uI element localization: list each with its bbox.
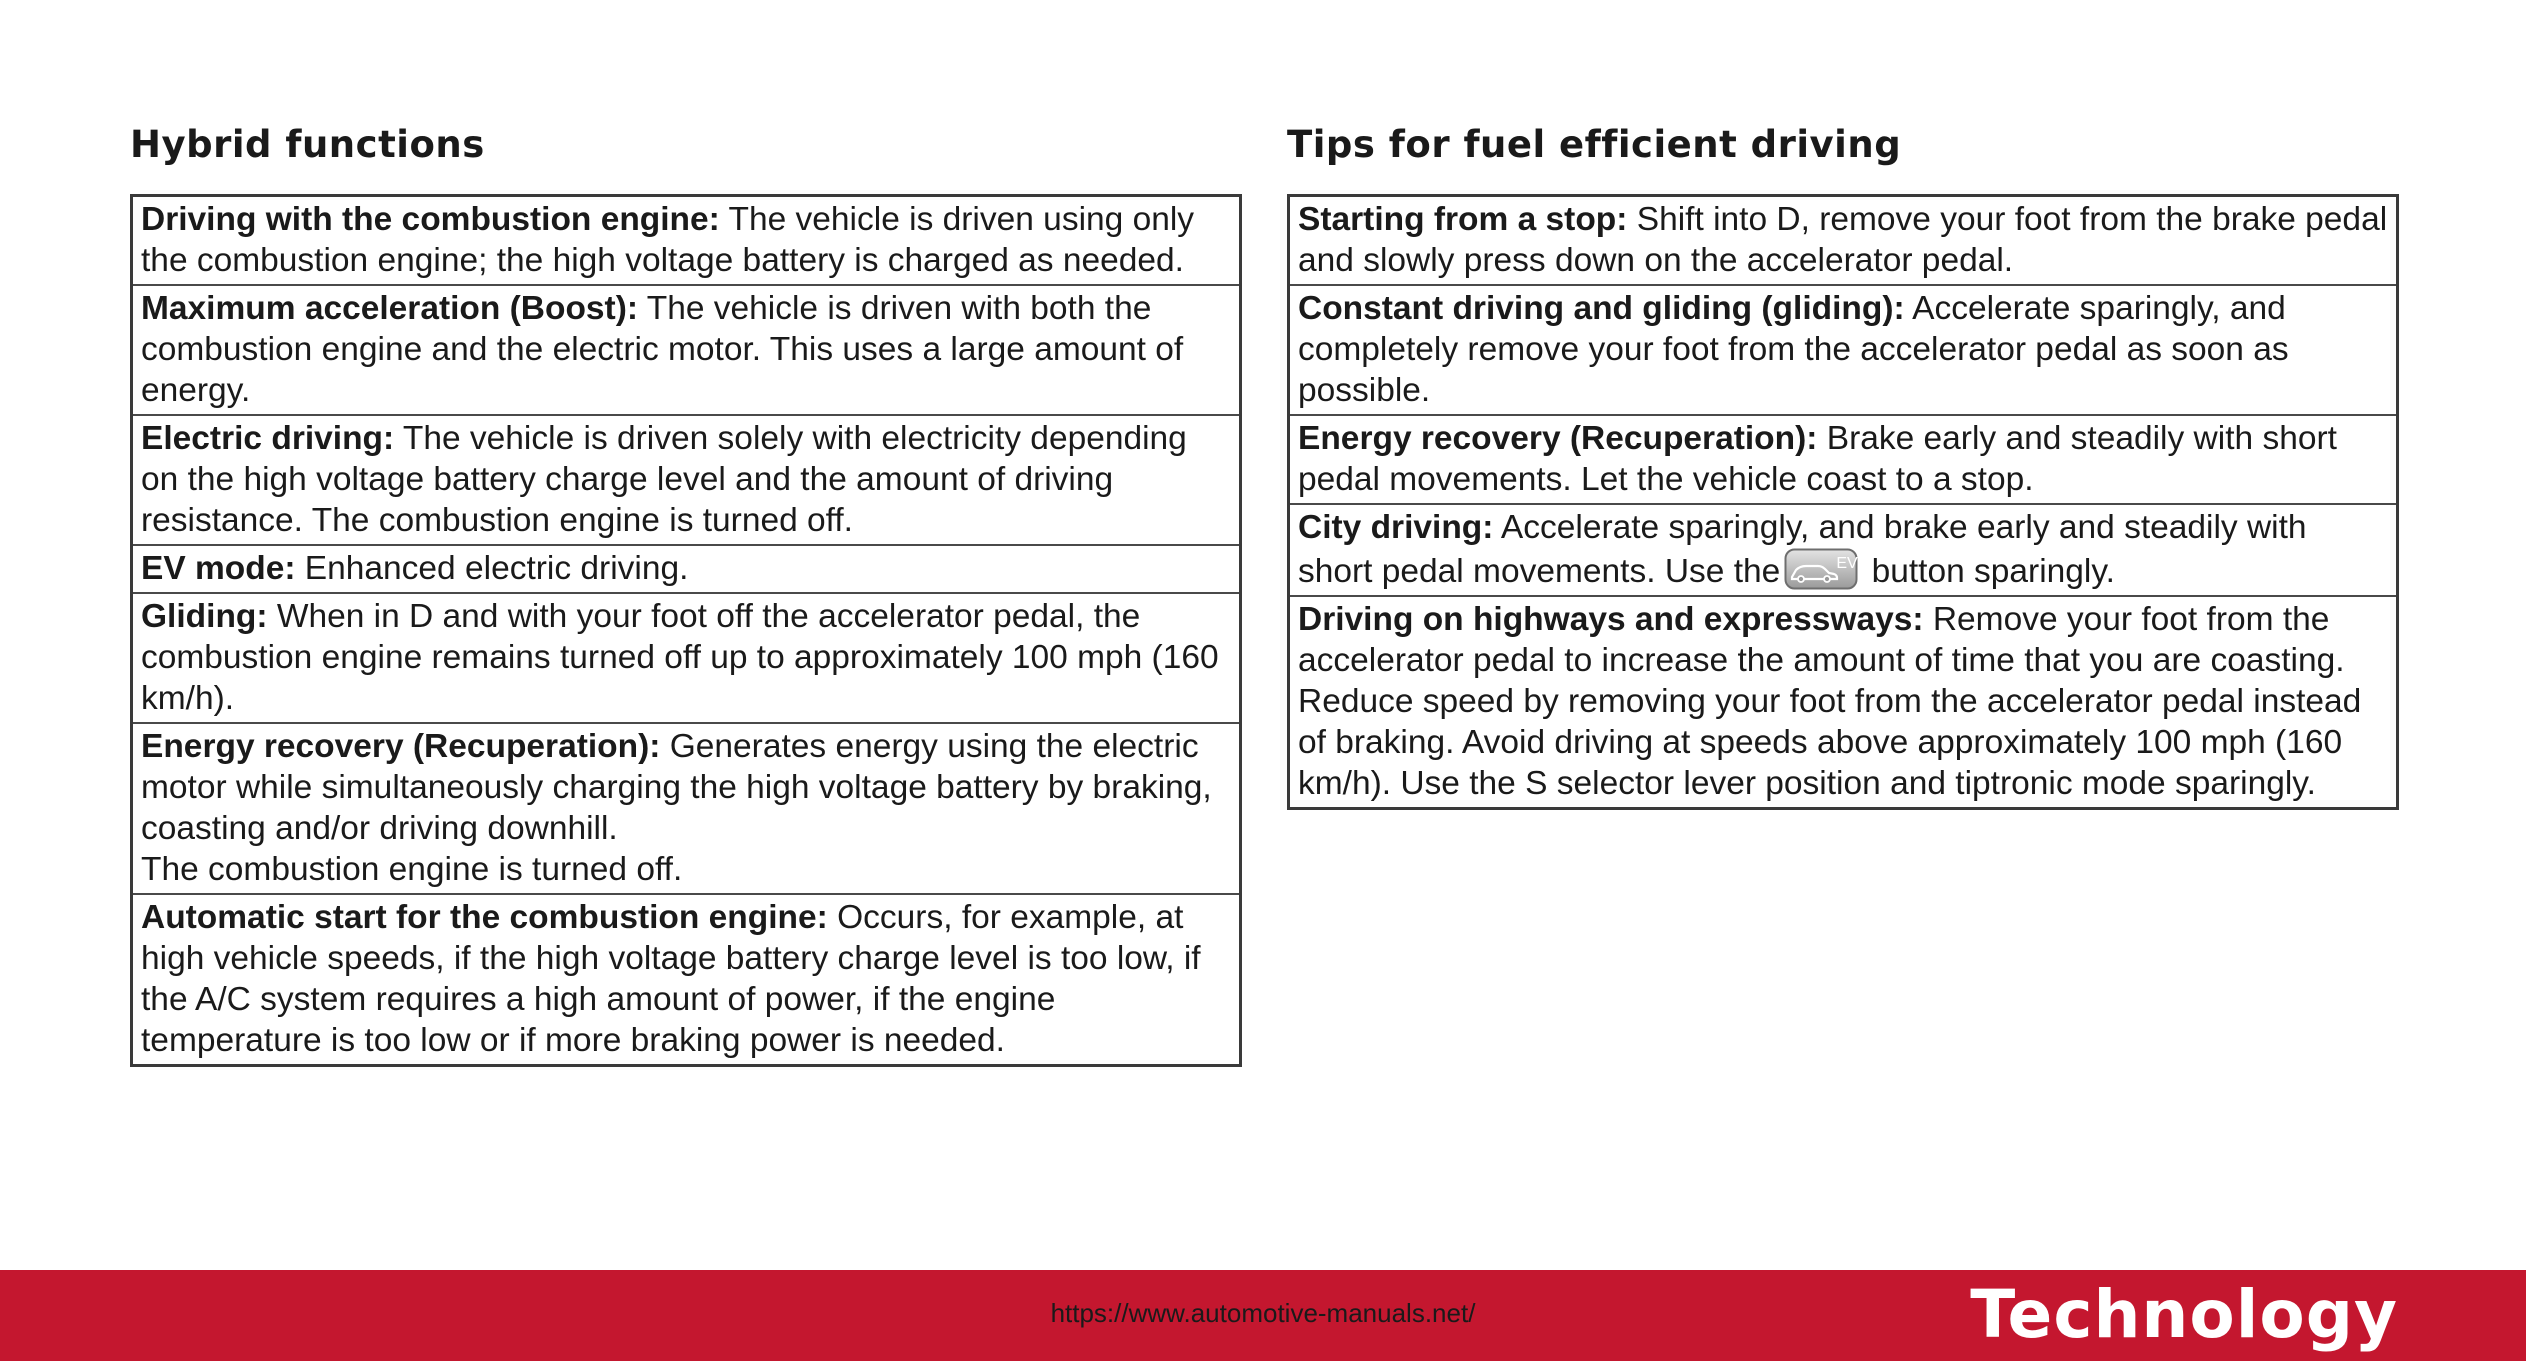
table-row [132, 415, 1241, 545]
table-cell [132, 415, 1241, 545]
row-term: Electric driving: [141, 420, 395, 457]
row-text: Accelerate sparingly, and completely remove your foot from the accelerator pedal as soon as possible. [1298, 290, 2289, 409]
table-row [132, 723, 1241, 894]
table-cell [132, 894, 1241, 1066]
hybrid-functions-title: Hybrid functions [130, 123, 485, 166]
row-term: Automatic start for the combustion engine: [141, 899, 828, 936]
row-text: Accelerate sparingly, and brake early and steadily with short pedal movements. Use the [1298, 509, 2307, 590]
row-term: Maximum acceleration (Boost): [141, 290, 639, 327]
row-term: EV mode: [141, 550, 296, 587]
row-text: Brake early and steadily with short pedal movements. Let the vehicle coast to a stop. [1298, 420, 2337, 498]
hybrid-functions-section [130, 120, 1242, 1067]
footer-section-title: Technology [1970, 1276, 2398, 1353]
row-term: City driving: [1298, 509, 1494, 546]
table-cell [132, 723, 1241, 894]
row-term: Energy recovery (Recuperation): [1298, 420, 1818, 457]
fuel-tips-section [1287, 120, 2399, 810]
row-term: Gliding: [141, 598, 268, 635]
table-cell [132, 593, 1241, 723]
row-text: Generates energy using the electric motor while simultaneously charging the high voltage battery by braking, coasting and/or driving downhill. [141, 728, 1212, 847]
table-row [132, 196, 1241, 286]
table-cell [132, 285, 1241, 415]
row-text-continued: The combustion engine is turned off. [141, 851, 683, 888]
row-text: Enhanced electric driving. [295, 550, 689, 587]
row-text: The vehicle is driven solely with electricity depending on the high voltage battery charge level and the amount of driving resistance. The combustion engine is turned off. [141, 420, 1187, 539]
fuel-tips-title: Tips for fuel efficient driving [1287, 123, 1902, 166]
row-term: Driving on highways and expressways: [1298, 601, 1924, 638]
table-row [132, 545, 1241, 593]
row-term: Driving with the combustion engine: [141, 201, 720, 238]
table-row [132, 285, 1241, 415]
table-row [1289, 415, 2398, 504]
table-row [1289, 285, 2398, 415]
ev-icon-label: EV [1836, 555, 1858, 572]
table-row [1289, 504, 2398, 596]
table-cell [132, 196, 1241, 286]
table-row [132, 593, 1241, 723]
row-text: Remove your foot from the accelerator pedal to increase the amount of time that you are coasting. Reduce speed by removing your foot from the accelerator pedal instead of braking. Avoid driving at speeds above approximately 100 mph (160 km/h). Use the S selector lever position and tiptronic mode sparingly. [1298, 601, 2362, 802]
table-cell [132, 545, 1241, 593]
table-cell [1289, 196, 2398, 286]
row-text: Shift into D, remove your foot from the brake pedal and slowly press down on the accelerator pedal. [1298, 201, 2388, 279]
table-cell [1289, 415, 2398, 504]
footer-bar [0, 1270, 2526, 1361]
row-term: Starting from a stop: [1298, 201, 1628, 238]
hybrid-functions-table [130, 194, 1242, 1067]
table-row [1289, 596, 2398, 809]
table-cell [1289, 504, 2398, 596]
row-term: Energy recovery (Recuperation): [141, 728, 661, 765]
table-row [132, 894, 1241, 1066]
row-text: The vehicle is driven using only the combustion engine; the high voltage battery is charged as needed. [141, 201, 1195, 279]
row-term: Constant driving and gliding (gliding): [1298, 290, 1905, 327]
footer-url-link[interactable]: https://www.automotive-manuals.net/ [1050, 1298, 1476, 1328]
row-text-after: button sparingly. [1862, 553, 2115, 590]
row-text: When in D and with your foot off the accelerator pedal, the combustion engine remains turned off up to approximately 100 mph (160 km/h). [141, 598, 1219, 717]
fuel-tips-table [1287, 194, 2399, 810]
table-cell [1289, 596, 2398, 809]
row-text: Occurs, for example, at high vehicle speeds, if the high voltage battery charge level is too low, if the A/C system requires a high amount of power, if the engine temperature is too low or if more braking power is needed. [141, 899, 1201, 1059]
table-cell [1289, 285, 2398, 415]
row-text: The vehicle is driven with both the combustion engine and the electric motor. This uses a large amount of energy. [141, 290, 1184, 409]
table-row [1289, 196, 2398, 286]
ev-button-icon [1784, 548, 1858, 590]
